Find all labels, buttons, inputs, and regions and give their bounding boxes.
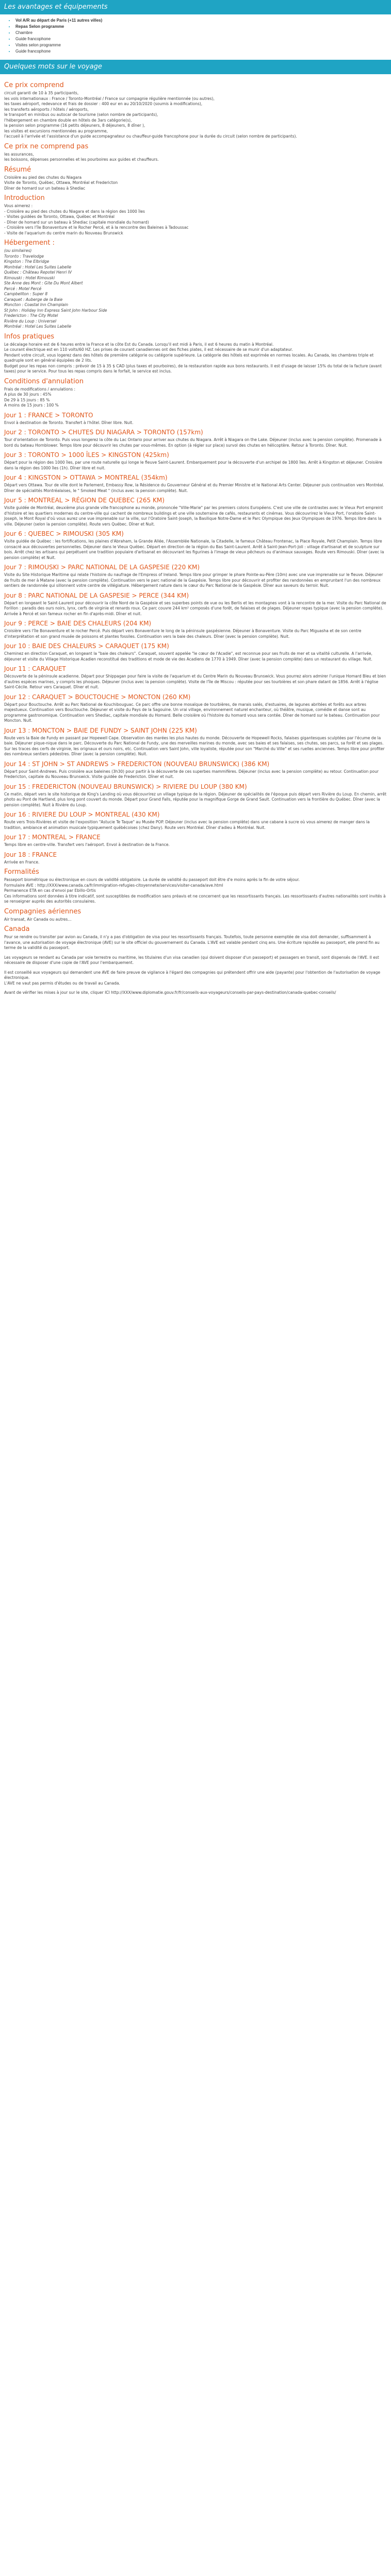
itinerary-day (4, 451, 387, 471)
spacer (4, 986, 387, 990)
excludes-line: les boissons, dépenses personnelles et les pourboires aux guides et chauffeurs. (4, 157, 159, 162)
lodging-line: Campbellton : Super 8 (4, 292, 48, 296)
day-title: Jour 2 : TORONTO > CHUTES DU NIAGARA > TORONTO (157km) (4, 429, 203, 436)
day-title: Jour 7 : RIMOUSKI > PARC NATIONAL DE LA GASPESIE (220 KM) (4, 564, 200, 571)
itinerary-day (4, 783, 387, 808)
cancellation-title: Conditions d'annulation (4, 377, 84, 385)
day-title: Jour 16 : RIVIERE DU LOUP > MONTREAL (430 KM) (4, 811, 160, 818)
day-text: Découverte de la péninsule acadienne. Départ pour Shippagan pour faire la visite de l'aquarium et du Centre Marin du Nouveau Brunswick. Vous pourrez alors admirer l'unique Homard Bleu et bien d'autres espèces marines, y compris les phoques. Déjeuner (inclus avec la pension complète). Visite de l'île de Miscou : réputée pour ses tourbières et son phare datant de 1856. Arrêt à l'église Saint-Cécile. Retour vers Caraquet. Dîner et nuit. (4, 674, 386, 689)
lodging-list (4, 248, 387, 330)
airlines-text: Air transat, Air Canada ou autres... (4, 917, 72, 922)
lodging-title: Hébergement : (4, 239, 55, 247)
day-text: Visite du Site Historique Maritime qui relate l'histoire du naufrage de l'Empress of Ireland. Temps libre pour grimper le phare Pointe-au-Père (10m) avec une vue imprenable sur le fleuve. Déjeuner de fruits de mer à Matane (avec la pension complète). Continuation vers le parc national de la Gaspésie. Temps libre pour découvrir et profiter des randonnées en empruntant l'un des nombreux sentiers de randonnée qui sillonnent votre centre de villégiature. Hébergement nature dans le cœur du Parc National de la Gaspésie. Dîner aux saveurs du terroir. Nuit. (4, 572, 383, 588)
summary-title: Résumé (4, 165, 31, 174)
practical-paragraph: Le courant électrique est en 110 volts/60 HZ. Les prises de courant canadiennes ont des fiches plates, il est nécessaire de se munir d'un adaptateur. (4, 347, 293, 352)
itinerary-day (4, 851, 387, 866)
canada-title: Canada (4, 925, 30, 933)
day-title: Jour 9 : PERCE > BAIE DES CHALEURS (204 KM) (4, 620, 152, 627)
day-title: Jour 3 : TORONTO > 1000 ÎLES > KINGSTON (425km) (4, 451, 169, 459)
equipment-banner: Les avantages et équipements (0, 0, 391, 14)
lodging-line: Fredericton : The City Motel (4, 313, 58, 318)
equipment-item-label: Chambre (15, 30, 32, 35)
itinerary-day (4, 620, 387, 639)
day-text: Visite guidée de Québec : les fortifications, les plaines d'Abraham, la Grande Allée, l'Assemblée Nationale, la Citadelle, le fameux Château Frontenac, la Place Royale, Petit Champlain. Temps libre consacré aux découvertes personnelles. Déjeuner dans le Vieux Québec. Départ en direction de la région du Bas Saint-Laurent. Arrêt à Saint-Jean-Port-Joli : village d'artisanat et de sculpture sur bois. Arrêt chez les artisans qui perpétuent une tradition populaire d'artisanat en découvrant les figurines à l'image de vieux pêcheurs ou d'animaux sauvages. Route vers Rimouski. Dîner (avec la pension complète) et Nuit. (4, 539, 384, 560)
summary-line: Croisière au pied des chutes du Niagara (4, 175, 82, 180)
formalities-paragraph: Passeport biométrique ou électronique en cours de validité obligatoire. La durée de validité du passeport doit être d'e moins après la fin de votre séjour. (4, 877, 300, 882)
canada-paragraph: Les voyageurs se rendant au Canada par voie terrestre ou maritime, les titulaires d'un visa canadien (qui doivent disposer d'un passeport) et passagers en transit, sont dispensés de l'AVE. Il est nécessaire de disposer d'une copie de l'AVE pour l'embarquement. (4, 955, 379, 965)
lodging-line: Ste Anne des Mont : Gite Du Mont Albert (4, 281, 83, 285)
footer-note-link[interactable]: Avant de vérifier les mises à jour sur le site, cliquer ICI http://XXX/www.diplomatie.gouv.fr/fr/conseils-aux-voyageurs/conseils-par-pays-destination/canada-quebec-conseils/ (4, 990, 336, 995)
includes-list (4, 91, 387, 140)
equipment-item (14, 42, 391, 48)
page (0, 0, 391, 996)
lodging-line: Rivière du Loup : Universel (4, 318, 57, 324)
equipment-item-label: Guide francophone (15, 37, 51, 41)
equipment-item (14, 24, 391, 30)
introduction-line: - Visite de l'aquarium du centre marin du Nouveau Brunswick (4, 230, 123, 235)
excludes-line: les assurances, (4, 151, 34, 157)
lodging-line: Caraquet : Auberge de la Baie (4, 297, 63, 302)
day-text: Départ pour Saint-Andrews. Puis croisière aux baleines (3h30) pour partir à la découverte de ces superbes mammifères. Déjeuner (inclus avec la pension complète) au retour. Continuation pour Fredericton, capitale du Nouveau Brunswick. Visite guidée de Fredericton. Dîner et nuit. (4, 769, 379, 779)
formalities-paragraph: Permanence ETA en cas d'envoi par Ebillo-Ortis (4, 888, 96, 893)
introduction-line: - Croisière au pied des chutes du Niagara et dans la région des 1000 îles (4, 209, 145, 214)
lodging-line: St John : Holiday Inn Express Saint John Harbour Side (4, 308, 107, 313)
cancellation-line: Frais de modifications / annulations : (4, 386, 76, 392)
day-text: Départ pour la région des 1000 îles, par une route naturelle qui longe le fleuve Saint-Laurent. Embarquement pour la découverte d'un archipel de 1800 îles. Arrêt à Kingston et déjeuner. Croisière dans la région des 1000 îles (1h). Dîner libre et nuit. (4, 460, 382, 470)
day-text: Croisière vers l'île Bonaventure et le rocher Percé. Puis départ vers Bonaventure le long de la péninsule gaspésienne. Déjeuner à Bonaventure. Visite du Parc Miguasha et de son centre d'interprétation et son grand musée de poissons et plantes fossiles. Continuation vers la baie des chaleurs. Dîner (avec la pension complète). Nuit. (4, 629, 362, 639)
spacer (4, 966, 387, 970)
introduction-line: - Visites guidées de Toronto, Ottawa, Québec et Montréal (4, 214, 115, 219)
summary-line: Dîner de homard sur un bateau à Shediac (4, 185, 86, 191)
lodging-line: Québec : Château Repotel Henri IV (4, 270, 72, 275)
itinerary-day (4, 564, 387, 589)
excludes-title: Ce prix ne comprend pas (4, 142, 89, 150)
day-text: Départ pour Bouctouche. Arrêt au Parc National de Kouchibouguac. Ce parc offre une bonne mosaïque de tourbières, de marais salés, d'estuaires, de lagunes abritées et forêts aux arbres majestueux. Continuation vers Bouctouche. Déjeuner et visite du Pays de la Sagouine. Un vrai village, environnement naturel enchanteur, où théâtre, musique, comédie et danse sont au programme gastronomique. Continuation vers Shediac, capitale mondiale du Homard. Belle croisière où l'histoire du homard vous sera contée. Dîner de homard sur le bateau. Continuation pour Moncton. Nuit. (4, 702, 380, 723)
day-title: Jour 17 : MONTREAL > FRANCE (4, 834, 101, 841)
introduction-list (4, 204, 387, 236)
day-title: Jour 13 : MONCTON > BAIE DE FUNDY > SAINT JOHN (225 KM) (4, 726, 197, 734)
day-text: Visite guidée de Montréal, deuxième plus grande ville francophone au monde, prononcée "Ville-Marie" par les premiers colons Européens. C'est une ville de contrastes avec le Vieux Port empreint d'histoire et les quartiers modernes du centre-ville qui cachent de nombreux buildings et une ville souterraine de cafés, restaurants et cinémas. Vous découvrirez le Vieux Port, l'oratoire Saint-Joseph, le Mont Royal d'où vous aurez une vue imprenable sur la ville, sur l'Oratoire Saint-Joseph, la Basilique Notre-Dame et le Parc Olympique des Jeux Olympiques de 1976. Temps libre dans la ville. Déjeuner (selon la pension complète). Route vers Québec. Dîner et Nuit. (4, 505, 383, 527)
day-title: Jour 18 : FRANCE (4, 851, 57, 858)
equipment-list (0, 18, 391, 55)
summary-line: Visite de Toronto, Québec, Ottawa, Montréal et Fredericton (4, 180, 118, 185)
equipment-item (14, 18, 391, 24)
lodging-line: Montréal : Hotel Les Suites Labelle (4, 324, 72, 329)
itinerary-day (4, 693, 387, 724)
includes-line: les vols internationaux : France / Toronto-Montréal / France sur compagnie régulière mentionnée (ou autres), (4, 96, 215, 101)
includes-line: circuit garanti de 10 à 35 participants, (4, 91, 79, 95)
lodging-line: Rimouski : Hotel Rimouski (4, 275, 55, 280)
cancellation-line: De 29 à 15 jours : 85 % (4, 397, 50, 402)
day-title: Jour 12 : CARAQUET > BOUCTOUCHE > MONCTON (260 KM) (4, 693, 191, 701)
day-text: Route vers la Baie de Fundy en passant par Hopewell Cape. Observation des marées les plus hautes du monde. Découverte de Hopewell Rocks, falaises gigantesques sculptées par l'écume de la baie. Déjeuner pique-nique dans le parc. Découverte du Parc National de Fundy, une des merveilles marines du monde, avec ses baies et ses falaises, ses chutes, ses parcs, sa forêt et ses plages. Sur les traces des cerfs de virginie, les orignaux et ours noirs, etc. Continuation vers Saint John, ville loyaliste, réputée pour son "Marché du Ville" et ses ruelles anciennes. Temps libre pour profiter des nombreux sentiers pédestres. Dîner (avec la pension complète). Nuit. (4, 735, 385, 756)
day-text: Temps libre en centre-ville. Transfert vers l'aéroport. Envol à destination de la France. (4, 842, 170, 847)
introduction-line: - Dîner de homard sur un bateau à Shediac (capitale mondiale du homard) (4, 219, 149, 225)
equipment-item (14, 48, 391, 55)
itinerary-day (4, 412, 387, 426)
lodging-line: Toronto : Travelodge (4, 253, 44, 259)
canada-paragraph: Pour se rendre ou transiter par avion au Canada, il n'y a pas d'obligation de visa pour les ressortissants français. Toutefois, toute personne exemptée de visa doit demander, suffisamment à l'avance, une autorisation de voyage électronique (AVE) sur le site officiel du gouvernement du Canada. L'AVE est valable pendant cinq ans. Une écriture rajoutée au passeport, elle prend fin au terme de la validité du passeport. (4, 935, 380, 950)
lodging-line: (ou similaires) (4, 248, 32, 253)
formalities-link[interactable]: Formulaire AVE : http://XXX/www.canada.ca/fr/immigration-refugies-citoyennete/services/visiter-canada/ave.html (4, 883, 223, 888)
equipment-item (14, 36, 391, 42)
day-title: Jour 10 : BAIE DES CHALEURS > CARAQUET (175 KM) (4, 642, 169, 650)
excludes-list (4, 152, 387, 163)
trip-banner: Quelques mots sur le voyage (0, 60, 391, 74)
day-title: Jour 11 : CARAQUET (4, 665, 66, 672)
itinerary-day (4, 760, 387, 780)
introduction-line: - Croisière vers l'île Bonaventure et le Rocher Percé, et à la rencontre des Baleines à Tadoussac (4, 225, 189, 230)
day-text: Départ vers Ottawa. Tour de ville dont le Parlement, Embassy Row, la Résidence du Gouverneur Général et du Premier Ministre et le National Arts Center. Déjeuner puis continuation vers Montréal. Dîner de spécialités Montréalaises, le " Smoked Meat " (inclus avec la pension complète). Nuit. (4, 483, 384, 493)
includes-title: Ce prix comprend (4, 81, 64, 89)
itinerary-day (4, 474, 387, 494)
lodging-line: Kingston : The Elbridge (4, 259, 50, 264)
equipment-item-label: Vol A/R au départ de Paris (+11 autres villes) (15, 18, 103, 23)
practical-paragraph: Le décalage horaire est de 6 heures entre la France et la côte Est du Canada. Lorsqu'il est midi à Paris, il est 6 heures du matin à Montréal. (4, 342, 274, 347)
practical-title: Infos pratiques (4, 332, 55, 341)
canada-paragraph: Il est conseillé aux voyageurs qui demandent une AVE de faire preuve de vigilance à l'égard des compagnies qui prétendent offrir une aide (payante) pour l'obtention de l'autorisation de voyage électronique. (4, 970, 381, 980)
day-text: Départ en longeant le Saint-Laurent pour découvrir la côte Nord de la Gaspésie et ses superbes points de vue ou les Berlis et les montagnes vont à la rencontre de la mer. Visite du Parc National de Forillon : paradis des ours noirs, lynx, cerfs de virginie et renards roux. Ce parc couvre 244 km² composés d'une forêt, de falaises et de plages. Déjeuner repas typique (avec la pension complète). Arrivée à Percé et son fameux rocher en fin d'après-midi. Dîner et nuit. (4, 600, 386, 616)
includes-line: l'accueil à l'arrivée et l'assistance d'un guide accompagnateur ou chauffeur-guide francophone pour la durée du circuit (selon nombre de participants). (4, 134, 297, 139)
includes-line: les taxes aéroport, redevance et frais de dossier : 400 eur en au 20/10/2020 (soumis à modifications), (4, 101, 203, 106)
lodging-line: Moncton : Coastal Inn Champlain (4, 302, 69, 307)
itinerary (4, 412, 387, 866)
day-title: Jour 14 : ST JOHN > ST ANDREWS > FREDERICTON (NOUVEAU BRUNSWICK) (386 KM) (4, 760, 270, 768)
cancellation-line: A plus de 30 jours : 45% (4, 392, 52, 397)
spacer (4, 951, 387, 955)
airlines-title: Compagnies aériennes (4, 907, 82, 916)
formalities-title: Formalités (4, 868, 39, 876)
itinerary-day (4, 429, 387, 448)
practical-paragraph: Budget pour les repas non compris : prévoir de 15 à 35 $ CAD (plus taxes et pourboires), de la restauration rapide aux bons restaurants. Il est d'usage de laisser 15% du total de la facture (avant taxes) pour le service. Pour tous les repas compris dans le forfait, le service est inclus. (4, 363, 382, 374)
day-title: Jour 5 : MONTREAL > RÉGION DE QUEBEC (265 KM) (4, 497, 165, 504)
day-title: Jour 4 : KINGSTON > OTTAWA > MONTREAL (354km) (4, 474, 168, 481)
day-text: Tour d'orientation de Toronto. Puis vous longerez la côte du Lac Ontario pour arriver aux chutes du Niagara. Arrêt à Niagara on the Lake. Déjeuner (inclus avec la pension complète). Promenade à bord du bateau Hornblower. Temps libre pour découvrir les chutes par vous-mêmes. En option (à régler sur place) survol des chutes en hélicoptère. Retour à Toronto. Dîner. Nuit. (4, 437, 382, 448)
itinerary-day (4, 530, 387, 561)
day-title: Jour 1 : FRANCE > TORONTO (4, 411, 93, 419)
includes-line: les transferts aéroports / hôtels / aéroports, (4, 107, 89, 112)
day-text: Arrivée en France. (4, 859, 40, 865)
day-text: Envol à destination de Toronto. Transfert à l'hôtel. Dîner libre. Nuit. (4, 420, 134, 425)
itinerary-day (4, 727, 387, 757)
cancellation-list (4, 387, 387, 409)
summary-list (4, 175, 387, 192)
equipment-item-label: Guide francophone (15, 49, 51, 54)
includes-line: les visites et excursions mentionnées au programme, (4, 128, 108, 133)
day-text: Route vers Trois-Rivières et visite de l'exposition "Astucie Te Taque" au Musée POP. Déjeuner (inclus avec la pension complète) dans une cabane à sucre où vous aimerez de manger dans la tradition, ambiance et animation musicale typiquement québécoises (chez Dany). Route vers Montréal. Dîner d'adieu à Montréal. Nuit. (4, 820, 370, 830)
equipment-item (14, 30, 391, 36)
day-text: Cheminez en direction Caraquet, en longeant la "baie des chaleurs". Caraquet, souvent appelée "le cœur de l'Acadie", est reconnue pour ses fruits de mer et sa vitalité culturelle. A l'arrivée, déjeuner et visite du Village Historique Acadien reconstitué des traditions et mode de vie des Acadiens de 1770 à 1949. Dîner (avec la pension complète) dans un restaurant du village. Nuit. (4, 651, 372, 662)
itinerary-day (4, 665, 387, 690)
lodging-line: Montréal : Hotel Les Suites Labelle (4, 264, 72, 269)
day-title: Jour 8 : PARC NATIONAL DE LA GASPESIE > PERCE (344 KM) (4, 591, 189, 599)
itinerary-day (4, 834, 387, 848)
itinerary-day (4, 642, 387, 662)
itinerary-day (4, 592, 387, 617)
includes-line: l'hébergement en chambre double en hôtels de 3ars catégorie(s), (4, 117, 132, 123)
practical-paragraph: Pendant votre circuit, vous logerez dans des hôtels de première catégorie ou catégorie supérieure. La catégorie des hôtels est exprimée en normes locales. Au Canada, les chambres triple et quadruple sont en général équipées de 2 lits. (4, 352, 374, 363)
formalities-paragraph: Ces informations sont données à titre indicatif, sont susceptibles de modification sans préavis et ne concernent que les ressortissants français. Les ressortissants d'autres nationalités sont invités à se renseigner auprès des autorités consulaires. (4, 893, 386, 904)
lodging-line: Percé : Motel Percé (4, 286, 42, 291)
day-title: Jour 6 : QUEBEC > RIMOUSKI (305 KM) (4, 530, 124, 537)
includes-line: la pension selon programme (16 petits déjeuners, 8 déjeuners, 8 dîner ), (4, 123, 145, 128)
itinerary-day (4, 811, 387, 831)
day-text: Ce matin, départ vers le site historique de King's Landing où vous découvrirez un village typique de la région. Déjeuner de spécialités de l'époque puis départ vers Rivière du Loup. En chemin, arrêt photo au Pont de Hartland, plus long pont couvert du monde. Départ pour Grand Falls, réputée pour la magnifique Gorge de Grand Sault. Continuation vers la frontière du Québec. Dîner (avec la pension complète). Nuit à Rivière du Loup. (4, 791, 387, 807)
introduction-line: Vous aimerez : (4, 204, 33, 208)
equipment-item-label: Visites selon programme (15, 43, 61, 47)
trip-content (0, 74, 391, 996)
canada-paragraph: L'AVE ne vaut pas permis d'études ou de travail au Canada. (4, 980, 120, 986)
introduction-title: Introduction (4, 194, 45, 202)
day-title: Jour 15 : FREDERICTON (NOUVEAU BRUNSWICK) > RIVIERE DU LOUP (380 KM) (4, 783, 247, 790)
itinerary-day (4, 497, 387, 527)
includes-line: le transport en minibus ou autocar de tourisme (selon nombre de participants), (4, 112, 158, 117)
equipment-item-label: Repas Selon programme (15, 24, 64, 29)
cancellation-line: A moins de 15 jours : 100 % (4, 403, 59, 408)
